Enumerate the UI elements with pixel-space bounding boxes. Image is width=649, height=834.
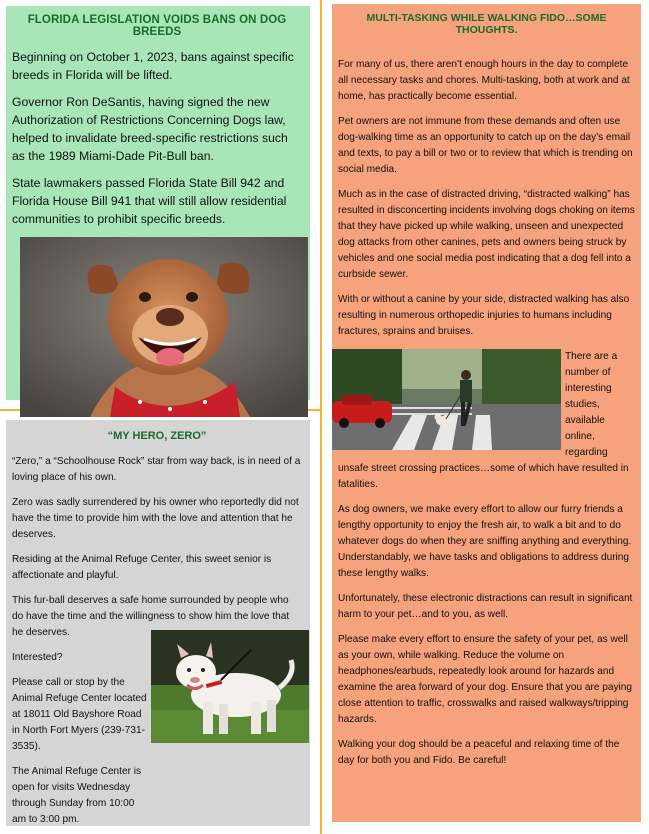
article-paragraph: Walking your dog should be a peaceful and relaxing time of the day for both you and Fido. Be careful! xyxy=(338,739,620,766)
article-paragraph: Interested? xyxy=(12,652,63,663)
article-paragraph: Please call or stop by the Animal Refuge Center located at 18011 Old Bayshore Road in North Fort Myers (239-731-3535). xyxy=(12,677,147,752)
article-title: FLORIDA LEGISLATION VOIDS BANS ON DOG BREEDS xyxy=(27,14,287,38)
white-dog-photo xyxy=(151,630,309,743)
article-paragraph: Residing at the Animal Refuge Center, this sweet senior is affectionate and playful. xyxy=(12,554,272,581)
article-title: MULTI-TASKING WHILE WALKING FIDO…SOME THOUGHTS. xyxy=(366,12,607,36)
article-breed-ban xyxy=(6,6,310,400)
article-my-hero-zero xyxy=(6,420,310,826)
article-paragraph: Governor Ron DeSantis, having signed the new Authorization of Restrictions Concerning Dogs law, helped to invalidate breed-specific restrictions such as the 1989 Miami-Dade Pit-Bull ban. xyxy=(12,95,288,163)
dog-walker-photo xyxy=(332,349,561,450)
article-paragraph: As dog owners, we make every effort to allow our furry friends a lengthy opportunity to enjoy the fresh air, to walk a bit and to do whatever dogs do when they are sniffing anything and everything. Understandably, we have tasks and obligations to address during these lengthy walks. xyxy=(338,504,632,579)
pit-bull-photo xyxy=(20,237,308,417)
article-paragraph: For many of us, there aren’t enough hours in the day to complete all necessary tasks and chores. Multi-tasking, both at work and at home, has practically become essential. xyxy=(338,59,630,102)
article-paragraph: “Zero,” a “Schoolhouse Rock” star from way back, is in need of a loving place of his own. xyxy=(12,456,301,483)
article-paragraph: Please make every effort to ensure the safety of your pet, as well as your own, while walking. Reduce the volume on headphones/earbuds, repeatedly look around for hazards and examine the area forward of your dog. Ensure that you are paying close attention to traffic, crosswalks and raised walkways/tripping hazards. xyxy=(338,634,633,725)
article-title: “MY HERO, ZERO” xyxy=(107,430,207,442)
article-paragraph: State lawmakers passed Florida State Bill 942 and Florida House Bill 941 that will still allow residential communities to prohibit specific breeds. xyxy=(12,176,287,226)
article-multitasking xyxy=(332,4,641,822)
article-paragraph: This fur-ball deserves a safe home surrounded by people who do have the time and the willingness to show him the love that he deserves. xyxy=(12,595,290,638)
article-paragraph: Zero was sadly surrendered by his owner who reportedly did not have the time to provide him with the love and attention that he deserves. xyxy=(12,497,299,540)
article-paragraph: Unfortunately, these electronic distractions can result in significant harm to your pet…and to you, as well. xyxy=(338,593,633,620)
article-paragraph: The Animal Refuge Center is open for visits Wednesday through Sunday from 10:00 am to 3:00 pm. xyxy=(12,766,142,825)
article-paragraph: There are a number of interesting studies, available online, regarding unsafe street crossing practices…some of which have resulted in fatalities. xyxy=(338,351,629,490)
article-paragraph: Pet owners are not immune from these demands and often use dog-walking time as an opportunity to catch up on the day’s email and texts, to pay a bill or two or to review that which is trending on social media. xyxy=(338,116,633,175)
article-paragraph: Beginning on October 1, 2023, bans against specific breeds in Florida will be lifted. xyxy=(12,50,294,82)
article-paragraph: With or without a canine by your side, distracted walking has also resulting in numerous orthopedic injuries to humans including fractures, sprains and bruises. xyxy=(338,294,630,337)
article-paragraph: Much as in the case of distracted driving, “distracted walking” has resulted in disconcerting incidents involving dogs choking on items that they have picked up while walking, unseen and unexpected dog attacks from other canines, pets and owners being struck by vehicles and one social media post indicating that a dog fell into a curbside sewer. xyxy=(338,189,635,280)
vertical-divider xyxy=(320,0,322,834)
